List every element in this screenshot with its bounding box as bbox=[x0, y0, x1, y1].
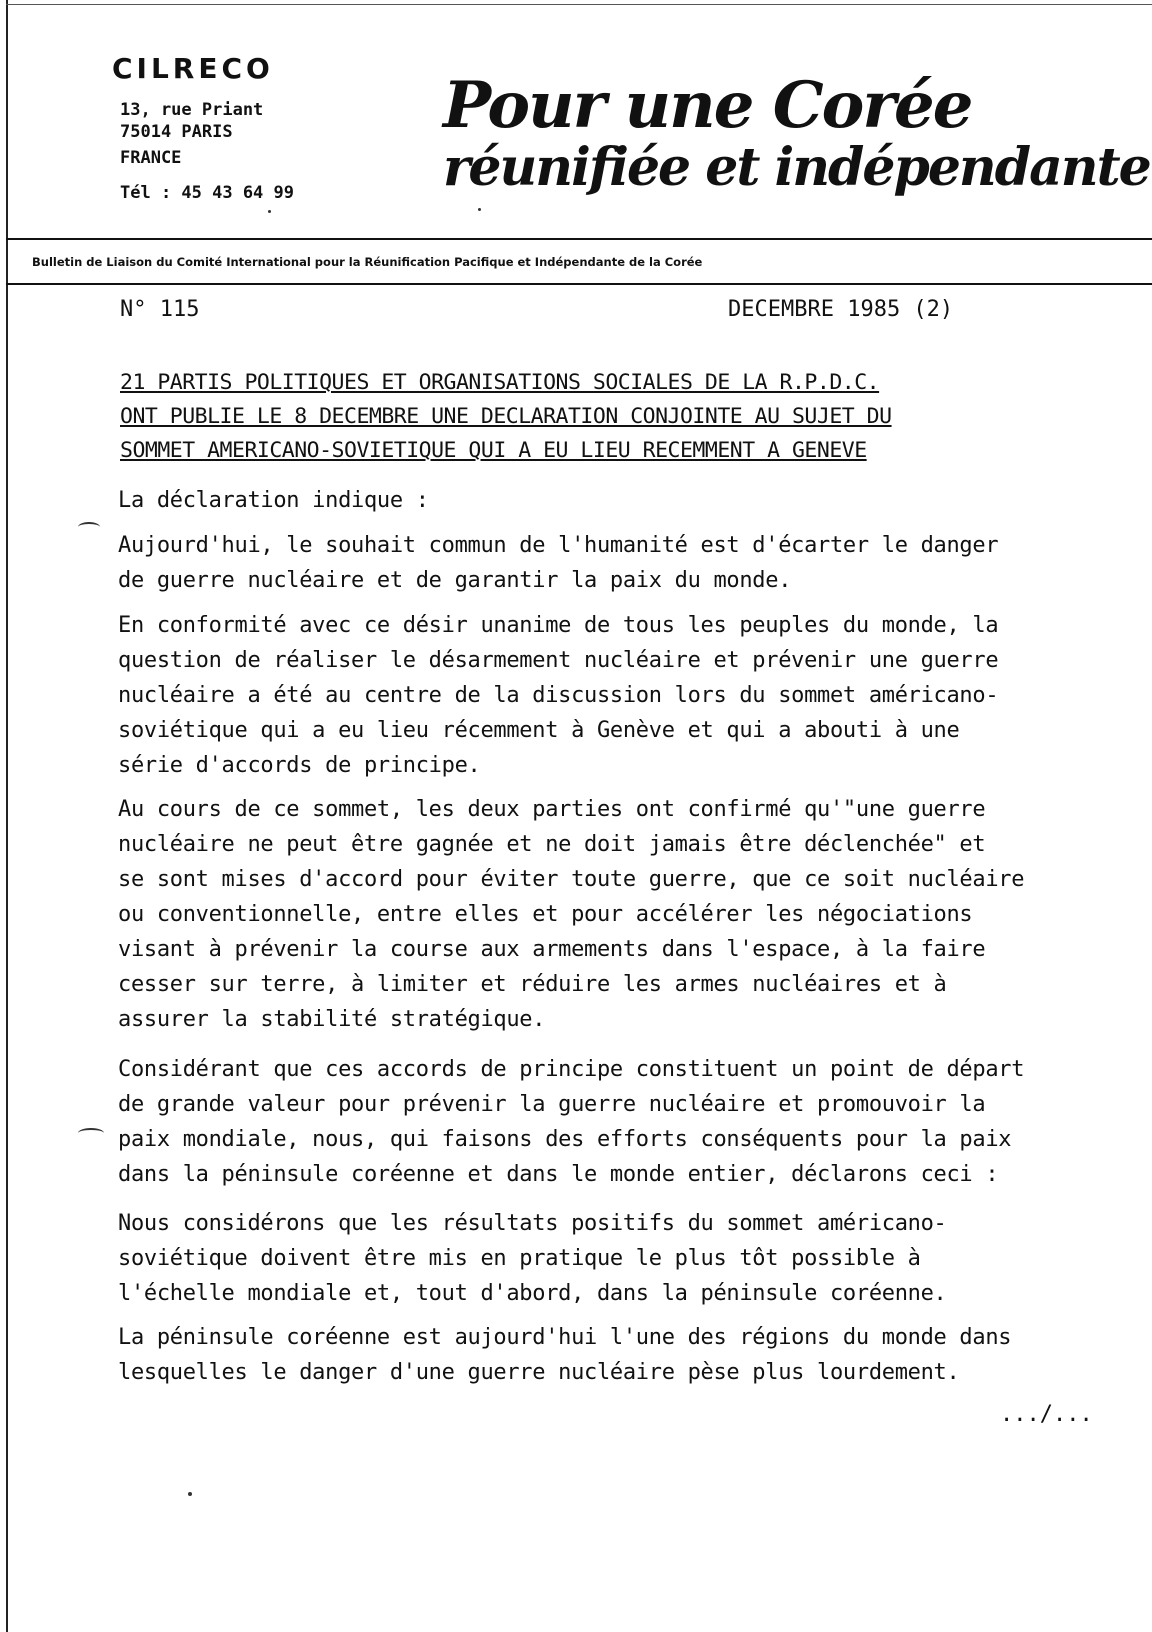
headline-line: ONT PUBLIE LE 8 DECEMBRE UNE DECLARATION CONJOINTE AU SUJET DU bbox=[120, 404, 892, 429]
scan-artifact bbox=[78, 1128, 104, 1138]
masthead-subtitle: réunifiée et indépendante bbox=[443, 137, 1150, 198]
body-paragraph: Aujourd'hui, le souhait commun de l'humanité est d'écarter le danger de guerre nucléaire et de garantir la paix du monde. bbox=[118, 533, 999, 593]
body-paragraph: La déclaration indique : bbox=[118, 488, 429, 513]
scan-artifact bbox=[188, 1492, 192, 1496]
scan-artifact bbox=[268, 210, 271, 213]
body-paragraph: Nous considérons que les résultats positifs du sommet américano- soviétique doivent être mis en pratique le plus tôt possible à l'échelle mondiale et, tout d'abord, dans la péninsule coréenne. bbox=[118, 1211, 947, 1306]
scan-artifact bbox=[478, 208, 481, 211]
scan-artifact bbox=[78, 522, 100, 532]
phone-number: Tél : 45 43 64 99 bbox=[120, 183, 294, 203]
body-paragraph: En conformité avec ce désir unanime de tous les peuples du monde, la question de réaliser le désarmement nucléaire et prévenir une guerre nucléaire a été au centre de la discussion lors du sommet américano- soviétique qui a eu lieu récemment à Genève et qui a abouti à une série d'accords de principe. bbox=[118, 613, 999, 778]
headline-line: SOMMET AMERICANO-SOVIETIQUE QUI A EU LIEU RECEMMENT A GENEVE bbox=[120, 438, 867, 463]
header-divider bbox=[6, 238, 1152, 240]
masthead-title: Pour une Corée bbox=[443, 68, 972, 143]
tagline-divider bbox=[6, 283, 1152, 285]
issue-date: DECEMBRE 1985 (2) bbox=[728, 297, 954, 322]
body-paragraph: Au cours de ce sommet, les deux parties ont confirmé qu'"une guerre nucléaire ne peut être gagnée et ne doit jamais être déclenchée" et se sont mises d'accord pour éviter toute guerre, que ce soit nucléaire ou conventionnelle, entre elles et pour accélérer les négociations visant à prévenir la course aux armements dans l'espace, à la faire cesser sur terre, à limiter et réduire les armes nucléaires et à assurer la stabilité stratégique. bbox=[118, 797, 1025, 1032]
address-street: 13, rue Priant bbox=[120, 100, 264, 120]
page-border-top bbox=[6, 4, 1152, 5]
body-paragraph: Considérant que ces accords de principe constituent un point de départ de grande valeur pour prévenir la guerre nucléaire et promouvoir la paix mondiale, nous, qui faisons des efforts conséquents pour la paix dans la péninsule coréenne et dans le monde entier, déclarons ceci : bbox=[118, 1057, 1025, 1187]
org-name: CILRECO bbox=[112, 52, 274, 85]
body-paragraph: La péninsule coréenne est aujourd'hui l'une des régions du monde dans lesquelles le danger d'une guerre nucléaire pèse plus lourdement. bbox=[118, 1325, 1012, 1385]
article-headline bbox=[120, 366, 1020, 468]
issue-number: N° 115 bbox=[120, 297, 200, 322]
address-country: FRANCE bbox=[120, 148, 182, 168]
continuation-mark: .../... bbox=[1000, 1402, 1093, 1427]
page-border-left bbox=[6, 0, 8, 1632]
headline-line: 21 PARTIS POLITIQUES ET ORGANISATIONS SOCIALES DE LA R.P.D.C. bbox=[120, 370, 880, 395]
bulletin-tagline: Bulletin de Liaison du Comité International pour la Réunification Pacifique et Indépendante de la Corée bbox=[32, 255, 703, 269]
address-city: 75014 PARIS bbox=[120, 122, 233, 142]
